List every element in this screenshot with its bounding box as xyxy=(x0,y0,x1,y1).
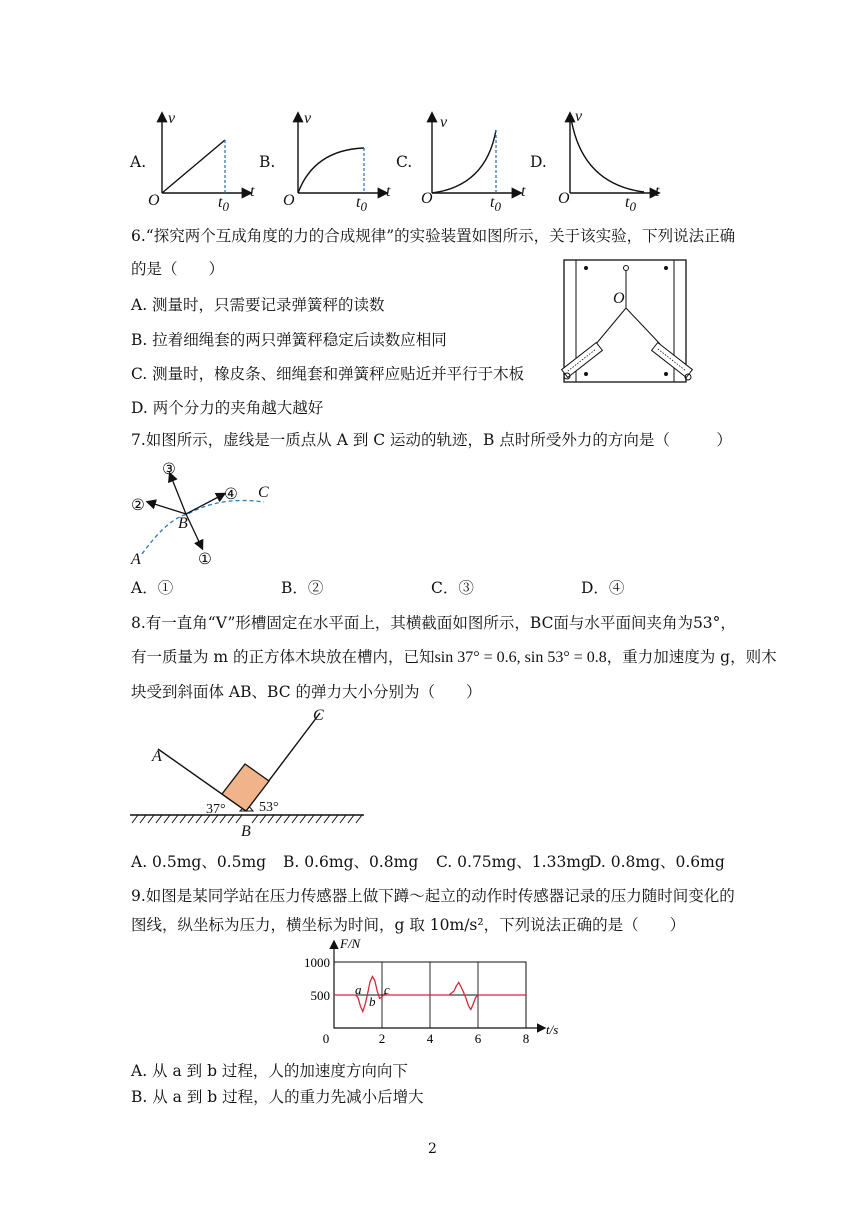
q9-point-b: b xyxy=(369,994,376,1009)
q5-a-t0: $t_0$ xyxy=(218,194,229,215)
q8-label-b: B xyxy=(241,823,251,840)
q8-stem-line1: 8.有一直角“V”形槽固定在水平面上，其横截面如图所示，BC面与水平面间夹角为53°， xyxy=(131,614,736,632)
q6-stem-line2: 的是（ ） xyxy=(131,260,225,278)
q8-label-c: C xyxy=(313,707,324,724)
q7-option-c: C．③ xyxy=(431,579,474,597)
q5-option-a-letter: A. xyxy=(130,153,147,171)
q8-label-a: A xyxy=(152,748,162,765)
q9-xtick-label-4: 8 xyxy=(522,1031,530,1046)
q8-option-a: A. 0.5mg、0.5mg xyxy=(131,853,267,871)
q8-option-d: D. 0.8mg、0.6mg xyxy=(589,853,725,871)
q5-d-t0: $t_0$ xyxy=(625,194,636,215)
q9-force-time-chart xyxy=(294,936,570,1048)
q5-b-t-label: t xyxy=(386,183,391,200)
q6-option-b: B. 拉着细绳套的两只弹簧秤稳定后读数应相同 xyxy=(131,331,447,349)
q9-xtick-label-3: 6 xyxy=(474,1031,482,1046)
q5-b-origin: O xyxy=(283,192,295,209)
q5-b-v-label: v xyxy=(304,110,312,127)
q5-graph-b xyxy=(286,108,396,208)
q9-ylabel: F/N xyxy=(340,936,361,951)
q7-label-3: ③ xyxy=(162,460,176,478)
q9-xtick-label-2: 4 xyxy=(426,1031,434,1046)
q5-a-t-label: t xyxy=(250,183,255,200)
q5-d-t-label: t xyxy=(655,183,660,200)
q8-option-c: C. 0.75mg、1.33mg xyxy=(436,853,591,871)
q6-figure-label-o: O xyxy=(613,290,625,307)
q6-apparatus-figure xyxy=(556,256,696,388)
page-number: 2 xyxy=(428,1141,437,1157)
q7-label-1: ① xyxy=(198,550,212,568)
q9-option-a: A. 从 a 到 b 过程，人的加速度方向向下 xyxy=(131,1062,408,1080)
q8-v-groove-figure xyxy=(128,705,368,833)
q9-xtick-label-1: 2 xyxy=(378,1031,386,1046)
q9-ytick-label-0: 500 xyxy=(310,988,330,1003)
q7-stem: 7.如图所示，虚线是一质点从 A 到 C 运动的轨迹，B 点时所受外力的方向是（ ） xyxy=(131,431,732,449)
q7-label-c: C xyxy=(258,484,269,501)
q7-label-a: A xyxy=(131,551,141,568)
q9-stem-line1: 9.如图是某同学站在压力传感器上做下蹲～起立的动作时传感器记录的压力随时间变化的 xyxy=(131,887,735,905)
q8-angle-53: 53° xyxy=(259,800,279,815)
q8-formula: sin 37° = 0.6, sin 53° = 0.8 xyxy=(434,649,607,666)
q6-option-c: C. 测量时，橡皮条、细绳套和弹簧秤应贴近并平行于木板 xyxy=(131,365,525,383)
q6-stem-line1: 6.“探究两个互成角度的力的合成规律”的实验装置如图所示，关于该实验，下列说法正确 xyxy=(131,227,736,245)
q8-option-b: B. 0.6mg、0.8mg xyxy=(283,853,419,871)
q7-option-b: B．② xyxy=(281,579,324,597)
q5-option-d-letter: D. xyxy=(530,153,547,171)
q9-ytick-label-1: 1000 xyxy=(304,955,330,970)
q8-angle-37: 37° xyxy=(206,802,226,817)
q7-label-4: ④ xyxy=(224,485,238,503)
q5-b-t0: $t_0$ xyxy=(356,194,367,215)
q9-point-c: c xyxy=(384,982,390,997)
q8-stem-line3: 块受到斜面体 AB、BC 的弹力大小分别为（ ） xyxy=(131,683,482,701)
q5-option-c-letter: C. xyxy=(396,153,413,171)
q5-option-b-letter: B. xyxy=(259,153,276,171)
q5-c-origin: O xyxy=(421,190,433,207)
q5-c-v-label: v xyxy=(440,114,448,131)
q7-option-d: D．④ xyxy=(581,579,625,597)
q7-label-2: ② xyxy=(131,496,145,514)
q7-option-a: A．① xyxy=(131,579,174,597)
q5-d-origin: O xyxy=(558,190,570,207)
q8-stem-line2: 有一质量为 m 的正方体木块放在槽内，已知sin 37° = 0.6, sin 53° = 0.8，重力加速度为 g，则木 xyxy=(131,648,777,666)
q6-option-a: A. 测量时，只需要记录弹簧秤的读数 xyxy=(131,296,385,314)
q6-option-d: D. 两个分力的夹角越大越好 xyxy=(131,399,324,417)
q5-c-t0: $t_0$ xyxy=(490,194,501,215)
q5-a-v-label: v xyxy=(168,110,176,127)
q9-option-b: B. 从 a 到 b 过程，人的重力先减小后增大 xyxy=(131,1088,424,1106)
q5-d-v-label: v xyxy=(575,108,583,125)
q9-stem-line2: 图线，纵坐标为压力，横坐标为时间，g 取 10m/s²，下列说法正确的是（ ） xyxy=(131,916,686,934)
q5-graphs xyxy=(0,0,868,220)
q5-graph-a xyxy=(150,108,260,208)
q5-a-origin: O xyxy=(148,192,160,209)
q9-point-a: a xyxy=(355,982,362,997)
q9-xtick-label-0: 0 xyxy=(322,1031,330,1046)
q9-xlabel: t/s xyxy=(546,1022,559,1037)
q7-label-b: B xyxy=(178,515,188,532)
q5-c-t-label: t xyxy=(521,183,526,200)
q5-graph-c xyxy=(420,108,530,208)
